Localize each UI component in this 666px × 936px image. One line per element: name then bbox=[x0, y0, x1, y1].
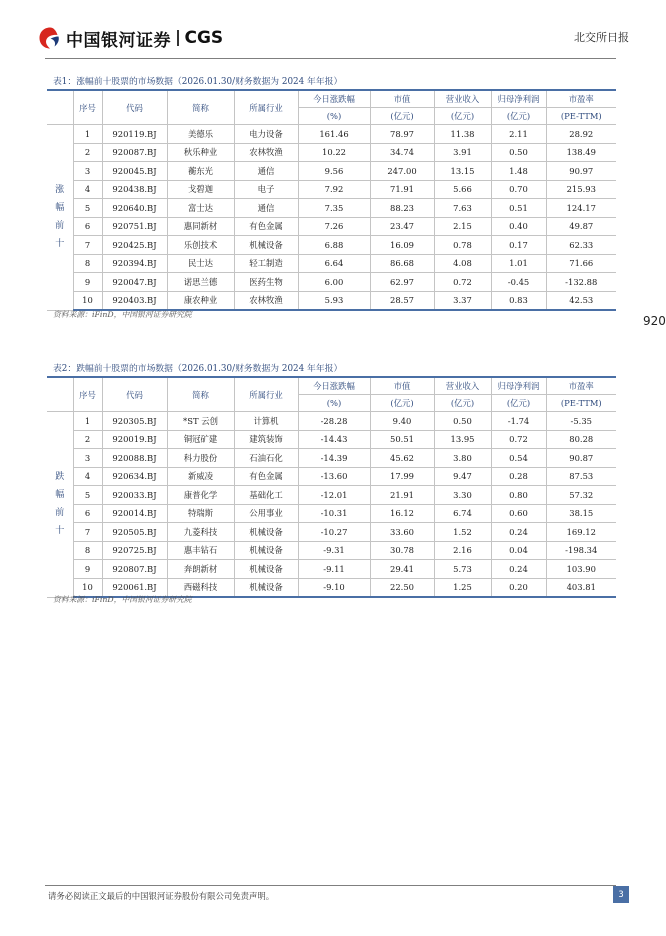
header-change: 今日涨跌幅 bbox=[298, 90, 370, 108]
logo-english-name: CGS bbox=[184, 28, 224, 48]
cell-change: -12.01 bbox=[298, 486, 370, 505]
cell-code: 920634.BJ bbox=[102, 467, 167, 486]
cell-industry: 电力设备 bbox=[234, 125, 298, 144]
group-label-char: 十 bbox=[55, 239, 65, 250]
header-change: 今日涨跌幅 bbox=[298, 377, 370, 395]
cell-netprofit: 0.72 bbox=[491, 430, 546, 449]
cell-mktcap: 78.97 bbox=[370, 125, 434, 144]
cell-seq: 6 bbox=[73, 504, 102, 523]
cell-industry: 有色金属 bbox=[234, 217, 298, 236]
cell-code: 920019.BJ bbox=[102, 430, 167, 449]
cell-netprofit: 1.01 bbox=[491, 254, 546, 273]
cell-mktcap: 28.57 bbox=[370, 291, 434, 310]
cell-revenue: 3.37 bbox=[434, 291, 491, 310]
cell-pe: 28.92 bbox=[546, 125, 616, 144]
cell-mktcap: 71.91 bbox=[370, 180, 434, 199]
table-row bbox=[47, 504, 616, 523]
table-row bbox=[47, 467, 616, 486]
cell-netprofit: 0.28 bbox=[491, 467, 546, 486]
cell-pe: 38.15 bbox=[546, 504, 616, 523]
cell-seq: 5 bbox=[73, 199, 102, 218]
cell-name: 康普化学 bbox=[167, 486, 234, 505]
table-row bbox=[47, 125, 616, 144]
cell-seq: 3 bbox=[73, 162, 102, 181]
cell-netprofit: -0.45 bbox=[491, 273, 546, 292]
cell-mktcap: 45.62 bbox=[370, 449, 434, 468]
cell-pe: 62.33 bbox=[546, 236, 616, 255]
header-pe-unit: (PE-TTM) bbox=[546, 395, 616, 412]
cell-netprofit: 0.40 bbox=[491, 217, 546, 236]
group-label-char: 涨 bbox=[55, 185, 65, 196]
header-pe: 市盈率 bbox=[546, 377, 616, 395]
header-code: 代码 bbox=[102, 90, 167, 125]
cell-seq: 2 bbox=[73, 430, 102, 449]
cell-mktcap: 9.40 bbox=[370, 412, 434, 431]
cell-name: 新威凌 bbox=[167, 467, 234, 486]
cell-netprofit: 2.11 bbox=[491, 125, 546, 144]
cell-change: 6.64 bbox=[298, 254, 370, 273]
cell-change: 7.26 bbox=[298, 217, 370, 236]
table1-caption: 表1：涨幅前十股票的市场数据（2026.01.30/财务数据为 2024 年年报） bbox=[53, 77, 343, 87]
cell-change: -10.27 bbox=[298, 523, 370, 542]
cell-code: 920725.BJ bbox=[102, 541, 167, 560]
cell-change: 161.46 bbox=[298, 125, 370, 144]
header-revenue-unit: (亿元) bbox=[434, 108, 491, 125]
cell-mktcap: 33.60 bbox=[370, 523, 434, 542]
cell-pe: -5.35 bbox=[546, 412, 616, 431]
cell-name: 富士达 bbox=[167, 199, 234, 218]
cell-revenue: 13.15 bbox=[434, 162, 491, 181]
cell-pe: 169.12 bbox=[546, 523, 616, 542]
table-row bbox=[47, 273, 616, 292]
header-seq: 序号 bbox=[73, 90, 102, 125]
cell-mktcap: 50.51 bbox=[370, 430, 434, 449]
cell-mktcap: 21.91 bbox=[370, 486, 434, 505]
cell-pe: 87.53 bbox=[546, 467, 616, 486]
cell-mktcap: 29.41 bbox=[370, 560, 434, 579]
cell-seq: 1 bbox=[73, 412, 102, 431]
cell-pe: 403.81 bbox=[546, 578, 616, 597]
cell-mktcap: 34.74 bbox=[370, 143, 434, 162]
cell-code: 920403.BJ bbox=[102, 291, 167, 310]
cell-seq: 8 bbox=[73, 254, 102, 273]
cell-industry: 农林牧渔 bbox=[234, 143, 298, 162]
header-mktcap-unit: (亿元) bbox=[370, 395, 434, 412]
report-title: 北交所日报 bbox=[574, 31, 629, 44]
cell-change: -9.11 bbox=[298, 560, 370, 579]
group-label-char: 跌 bbox=[55, 472, 65, 483]
group-label-char: 前 bbox=[55, 508, 65, 519]
table-row bbox=[47, 199, 616, 218]
header-netprofit: 归母净利润 bbox=[491, 90, 546, 108]
cell-code: 920088.BJ bbox=[102, 449, 167, 468]
cell-industry: 机械设备 bbox=[234, 523, 298, 542]
cell-change: 6.88 bbox=[298, 236, 370, 255]
cell-mktcap: 16.12 bbox=[370, 504, 434, 523]
cell-revenue: 1.25 bbox=[434, 578, 491, 597]
cell-industry: 基础化工 bbox=[234, 486, 298, 505]
cell-seq: 7 bbox=[73, 523, 102, 542]
cell-name: 九菱科技 bbox=[167, 523, 234, 542]
cell-industry: 机械设备 bbox=[234, 578, 298, 597]
header-name: 简称 bbox=[167, 377, 234, 412]
cell-change: -9.31 bbox=[298, 541, 370, 560]
cell-revenue: 3.30 bbox=[434, 486, 491, 505]
header-industry: 所属行业 bbox=[234, 377, 298, 412]
cell-seq: 9 bbox=[73, 560, 102, 579]
losers-table bbox=[47, 376, 616, 598]
cell-pe: 103.90 bbox=[546, 560, 616, 579]
cell-industry: 电子 bbox=[234, 180, 298, 199]
cell-change: 7.92 bbox=[298, 180, 370, 199]
cell-seq: 1 bbox=[73, 125, 102, 144]
cell-mktcap: 88.23 bbox=[370, 199, 434, 218]
cell-netprofit: 0.70 bbox=[491, 180, 546, 199]
cell-code: 920045.BJ bbox=[102, 162, 167, 181]
cell-code: 920751.BJ bbox=[102, 217, 167, 236]
table2-caption: 表2：跌幅前十股票的市场数据（2026.01.30/财务数据为 2024 年年报） bbox=[53, 364, 343, 374]
cell-netprofit: 0.83 bbox=[491, 291, 546, 310]
page-header bbox=[0, 0, 662, 60]
cell-mktcap: 17.99 bbox=[370, 467, 434, 486]
cell-name: 蘅东光 bbox=[167, 162, 234, 181]
cell-code: 920033.BJ bbox=[102, 486, 167, 505]
cell-name: *ST 云创 bbox=[167, 412, 234, 431]
cell-netprofit: 0.60 bbox=[491, 504, 546, 523]
cell-pe: 71.66 bbox=[546, 254, 616, 273]
logo-chinese-name: 中国银河证券 bbox=[66, 30, 171, 51]
table2-source: 资料来源：iFinD，中国银河证券研究院 bbox=[53, 595, 192, 604]
cell-change: -13.60 bbox=[298, 467, 370, 486]
header-netprofit-unit: (亿元) bbox=[491, 395, 546, 412]
cell-name: 惠丰钻石 bbox=[167, 541, 234, 560]
cell-industry: 通信 bbox=[234, 162, 298, 181]
cell-name: 科力股份 bbox=[167, 449, 234, 468]
table-row bbox=[47, 291, 616, 310]
table-row bbox=[47, 541, 616, 560]
cell-revenue: 0.50 bbox=[434, 412, 491, 431]
header-corner bbox=[47, 90, 73, 125]
cell-industry: 建筑装饰 bbox=[234, 430, 298, 449]
cell-code: 920394.BJ bbox=[102, 254, 167, 273]
group-label-char: 前 bbox=[55, 221, 65, 232]
table1-source: 资料来源：iFinD，中国银河证券研究院 bbox=[53, 310, 192, 319]
cell-change: 10.22 bbox=[298, 143, 370, 162]
cell-mktcap: 86.68 bbox=[370, 254, 434, 273]
header-pe: 市盈率 bbox=[546, 90, 616, 108]
header-netprofit: 归母净利润 bbox=[491, 377, 546, 395]
cell-revenue: 0.78 bbox=[434, 236, 491, 255]
cell-industry: 通信 bbox=[234, 199, 298, 218]
cell-change: -28.28 bbox=[298, 412, 370, 431]
cell-netprofit: 0.24 bbox=[491, 523, 546, 542]
cell-name: 西磁科技 bbox=[167, 578, 234, 597]
cell-name: 秋乐种业 bbox=[167, 143, 234, 162]
cell-netprofit: 0.54 bbox=[491, 449, 546, 468]
header-code: 代码 bbox=[102, 377, 167, 412]
cell-change: 9.56 bbox=[298, 162, 370, 181]
cell-code: 920505.BJ bbox=[102, 523, 167, 542]
cell-seq: 3 bbox=[73, 449, 102, 468]
table-row bbox=[47, 560, 616, 579]
cell-name: 康农种业 bbox=[167, 291, 234, 310]
cell-revenue: 2.16 bbox=[434, 541, 491, 560]
cell-name: 美德乐 bbox=[167, 125, 234, 144]
gainers-table bbox=[47, 89, 616, 311]
cell-revenue: 13.95 bbox=[434, 430, 491, 449]
cell-code: 920087.BJ bbox=[102, 143, 167, 162]
cell-name: 特瑞斯 bbox=[167, 504, 234, 523]
page-number: 3 bbox=[613, 886, 629, 903]
header-change-unit: (%) bbox=[298, 108, 370, 125]
cell-name: 奔朗新材 bbox=[167, 560, 234, 579]
header-revenue: 营业收入 bbox=[434, 377, 491, 395]
company-logo bbox=[38, 24, 223, 52]
table-row bbox=[47, 254, 616, 273]
group-label-char: 幅 bbox=[55, 490, 65, 501]
header-mktcap: 市值 bbox=[370, 377, 434, 395]
table-row bbox=[47, 217, 616, 236]
cell-revenue: 5.73 bbox=[434, 560, 491, 579]
cell-seq: 10 bbox=[73, 291, 102, 310]
group-label-char: 十 bbox=[55, 526, 65, 537]
header-revenue: 营业收入 bbox=[434, 90, 491, 108]
table-row bbox=[47, 180, 616, 199]
cell-industry: 公用事业 bbox=[234, 504, 298, 523]
header-pe-unit: (PE-TTM) bbox=[546, 108, 616, 125]
cell-change: 7.35 bbox=[298, 199, 370, 218]
disclaimer-text: 请务必阅读正文最后的中国银河证券股份有限公司免责声明。 bbox=[48, 891, 275, 901]
cell-seq: 6 bbox=[73, 217, 102, 236]
cell-name: 惠同新材 bbox=[167, 217, 234, 236]
cell-revenue: 11.38 bbox=[434, 125, 491, 144]
cell-name: 诺思兰德 bbox=[167, 273, 234, 292]
cell-netprofit: 0.80 bbox=[491, 486, 546, 505]
row-group-label bbox=[47, 412, 73, 598]
cell-pe: 49.87 bbox=[546, 217, 616, 236]
cell-change: -10.31 bbox=[298, 504, 370, 523]
header-industry: 所属行业 bbox=[234, 90, 298, 125]
cell-seq: 4 bbox=[73, 180, 102, 199]
cell-change: -14.39 bbox=[298, 449, 370, 468]
cell-code: 920425.BJ bbox=[102, 236, 167, 255]
cell-pe: -132.88 bbox=[546, 273, 616, 292]
table-row bbox=[47, 162, 616, 181]
cell-netprofit: 0.51 bbox=[491, 199, 546, 218]
cell-industry: 农林牧渔 bbox=[234, 291, 298, 310]
cell-seq: 7 bbox=[73, 236, 102, 255]
header-name: 简称 bbox=[167, 90, 234, 125]
header-divider bbox=[45, 58, 616, 59]
clipped-code-text: 920 bbox=[643, 314, 666, 328]
cell-name: 民士达 bbox=[167, 254, 234, 273]
cell-pe: 124.17 bbox=[546, 199, 616, 218]
cell-industry: 石油石化 bbox=[234, 449, 298, 468]
table-row bbox=[47, 486, 616, 505]
cell-revenue: 6.74 bbox=[434, 504, 491, 523]
cell-revenue: 9.47 bbox=[434, 467, 491, 486]
cell-pe: 80.28 bbox=[546, 430, 616, 449]
cell-industry: 机械设备 bbox=[234, 541, 298, 560]
cell-industry: 医药生物 bbox=[234, 273, 298, 292]
cell-revenue: 2.15 bbox=[434, 217, 491, 236]
cell-mktcap: 30.78 bbox=[370, 541, 434, 560]
cell-code: 920061.BJ bbox=[102, 578, 167, 597]
cell-revenue: 0.72 bbox=[434, 273, 491, 292]
table-row bbox=[47, 236, 616, 255]
cell-seq: 2 bbox=[73, 143, 102, 162]
cell-pe: 42.53 bbox=[546, 291, 616, 310]
cell-netprofit: 0.04 bbox=[491, 541, 546, 560]
cell-revenue: 1.52 bbox=[434, 523, 491, 542]
cell-pe: 90.87 bbox=[546, 449, 616, 468]
cell-industry: 有色金属 bbox=[234, 467, 298, 486]
header-netprofit-unit: (亿元) bbox=[491, 108, 546, 125]
cell-name: 铜冠矿建 bbox=[167, 430, 234, 449]
cell-code: 920305.BJ bbox=[102, 412, 167, 431]
cell-netprofit: 0.20 bbox=[491, 578, 546, 597]
cell-pe: 57.32 bbox=[546, 486, 616, 505]
cell-change: 5.93 bbox=[298, 291, 370, 310]
cell-seq: 5 bbox=[73, 486, 102, 505]
cell-pe: 90.97 bbox=[546, 162, 616, 181]
cell-code: 920014.BJ bbox=[102, 504, 167, 523]
header-mktcap-unit: (亿元) bbox=[370, 108, 434, 125]
cell-change: 6.00 bbox=[298, 273, 370, 292]
cell-mktcap: 62.97 bbox=[370, 273, 434, 292]
cell-mktcap: 16.09 bbox=[370, 236, 434, 255]
cell-industry: 计算机 bbox=[234, 412, 298, 431]
cell-code: 920438.BJ bbox=[102, 180, 167, 199]
cell-seq: 4 bbox=[73, 467, 102, 486]
table-row bbox=[47, 143, 616, 162]
cell-mktcap: 247.00 bbox=[370, 162, 434, 181]
cell-mktcap: 22.50 bbox=[370, 578, 434, 597]
header-mktcap: 市值 bbox=[370, 90, 434, 108]
header-seq: 序号 bbox=[73, 377, 102, 412]
table-row bbox=[47, 449, 616, 468]
cell-netprofit: 0.17 bbox=[491, 236, 546, 255]
cell-revenue: 3.80 bbox=[434, 449, 491, 468]
cell-revenue: 3.91 bbox=[434, 143, 491, 162]
cell-pe: 215.93 bbox=[546, 180, 616, 199]
cell-pe: -198.34 bbox=[546, 541, 616, 560]
group-label-char: 幅 bbox=[55, 203, 65, 214]
cell-change: -9.10 bbox=[298, 578, 370, 597]
cell-change: -14.43 bbox=[298, 430, 370, 449]
cell-code: 920640.BJ bbox=[102, 199, 167, 218]
header-revenue-unit: (亿元) bbox=[434, 395, 491, 412]
cell-netprofit: 1.48 bbox=[491, 162, 546, 181]
cell-code: 920119.BJ bbox=[102, 125, 167, 144]
header-change-unit: (%) bbox=[298, 395, 370, 412]
cell-seq: 8 bbox=[73, 541, 102, 560]
cell-revenue: 7.63 bbox=[434, 199, 491, 218]
cell-pe: 138.49 bbox=[546, 143, 616, 162]
cell-industry: 机械设备 bbox=[234, 236, 298, 255]
cell-name: 戈碧迦 bbox=[167, 180, 234, 199]
header-corner bbox=[47, 377, 73, 412]
logo-divider bbox=[177, 30, 179, 46]
galaxy-logo-icon bbox=[38, 26, 62, 50]
cell-netprofit: 0.50 bbox=[491, 143, 546, 162]
cell-code: 920047.BJ bbox=[102, 273, 167, 292]
cell-industry: 机械设备 bbox=[234, 560, 298, 579]
row-group-label bbox=[47, 125, 73, 311]
cell-revenue: 4.08 bbox=[434, 254, 491, 273]
table-row bbox=[47, 523, 616, 542]
cell-seq: 9 bbox=[73, 273, 102, 292]
table-row bbox=[47, 430, 616, 449]
cell-seq: 10 bbox=[73, 578, 102, 597]
cell-code: 920807.BJ bbox=[102, 560, 167, 579]
table-row bbox=[47, 412, 616, 431]
cell-name: 乐创技术 bbox=[167, 236, 234, 255]
cell-industry: 轻工制造 bbox=[234, 254, 298, 273]
cell-netprofit: -1.74 bbox=[491, 412, 546, 431]
footer-divider bbox=[45, 885, 616, 886]
cell-netprofit: 0.24 bbox=[491, 560, 546, 579]
cell-mktcap: 23.47 bbox=[370, 217, 434, 236]
cell-revenue: 5.66 bbox=[434, 180, 491, 199]
